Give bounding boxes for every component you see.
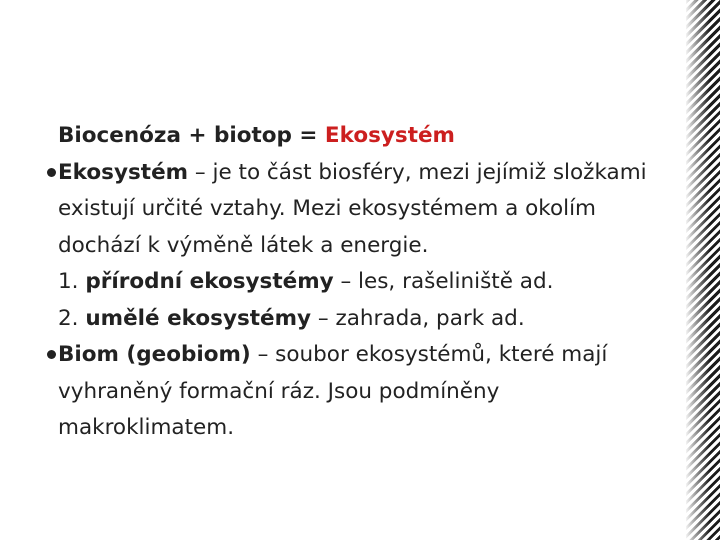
bullet-biom	[0, 337, 680, 374]
list-rest-2: – zahrada, park ad.	[311, 305, 525, 331]
biom-text-3: makroklimatem.	[58, 415, 235, 440]
decorative-edge	[686, 0, 720, 540]
list-item-2	[0, 301, 680, 338]
ekosystem-line-2	[0, 191, 680, 228]
list-number-1: 1.	[58, 269, 86, 294]
header-line	[0, 118, 680, 155]
ekosystem-line-3	[0, 228, 680, 265]
list-item-1	[0, 264, 680, 301]
slide-content	[0, 118, 680, 447]
list-term-2: umělé ekosystémy	[85, 305, 312, 331]
biom-text-1: – soubor ekosystémů, které mají	[250, 342, 608, 367]
header-formula: Biocenóza + biotop =	[58, 123, 325, 148]
biom-text-2: vyhraněný formační ráz. Jsou podmíněny	[58, 378, 500, 404]
ekosystem-term: Ekosystém	[58, 159, 189, 185]
bullet-icon	[47, 350, 56, 359]
list-term-1: přírodní ekosystémy	[85, 269, 334, 294]
biom-line-2	[0, 374, 680, 411]
list-number-2: 2.	[58, 305, 86, 331]
bullet-icon	[47, 168, 56, 177]
biom-term: Biom (geobiom)	[58, 342, 251, 367]
biom-line-3	[0, 410, 680, 447]
list-rest-1: – les, rašeliniště ad.	[333, 269, 554, 294]
ekosystem-text-3: dochází k výměně látek a energie.	[58, 232, 429, 258]
header-result: Ekosystém	[324, 123, 455, 148]
ekosystem-text-2: existují určité vztahy. Mezi ekosystémem a okolím	[58, 196, 596, 221]
ekosystem-text-1: – je to část biosféry, mezi jejímiž složkami	[188, 159, 647, 185]
bullet-ekosystem	[0, 155, 680, 192]
